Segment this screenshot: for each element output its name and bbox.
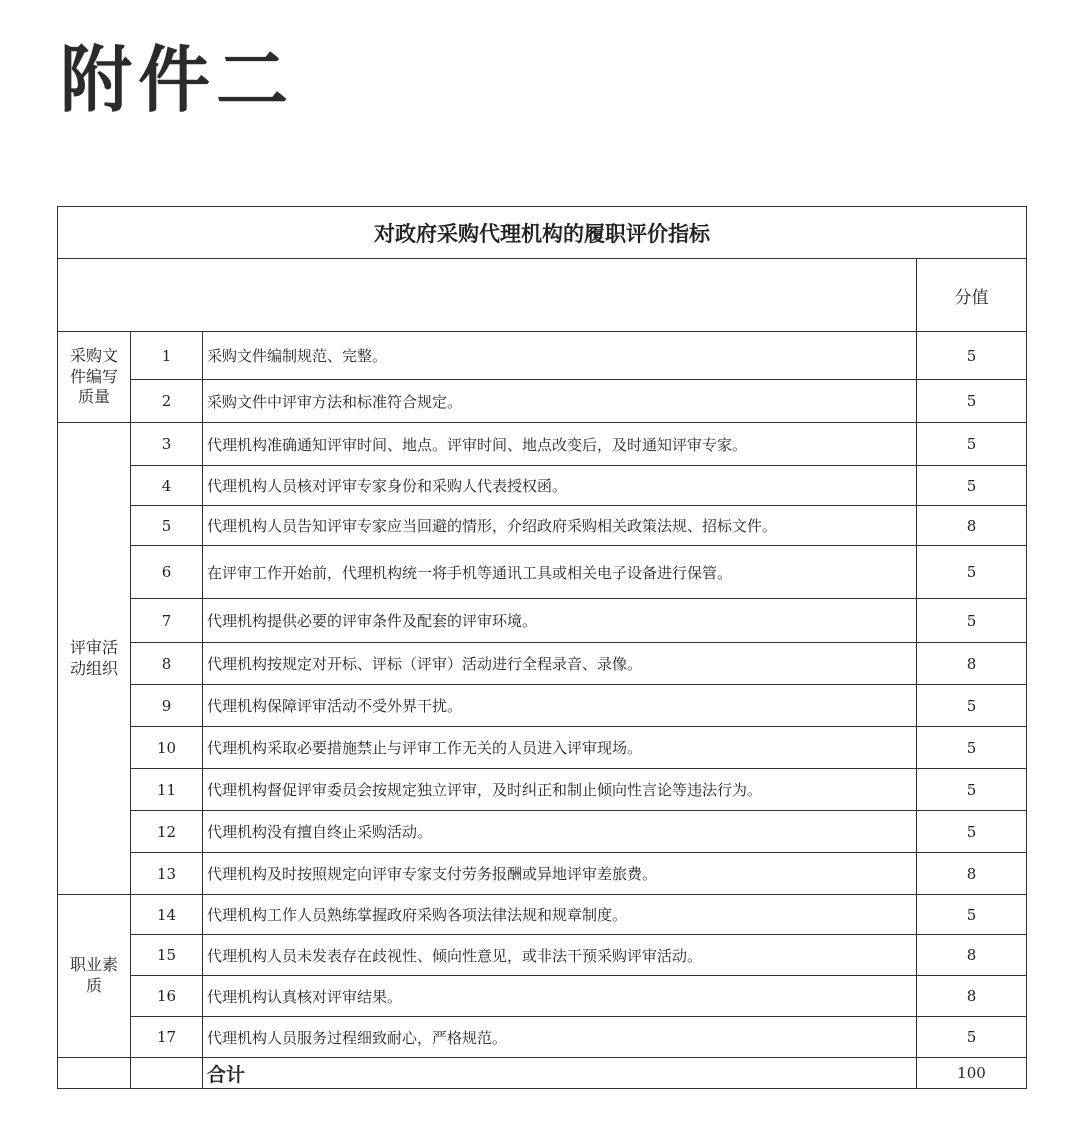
item-text: 采购文件编制规范、完整。 xyxy=(203,332,917,380)
item-score: 5 xyxy=(917,685,1027,727)
total-row xyxy=(58,1058,1027,1089)
table-row xyxy=(58,811,1027,853)
item-text: 代理机构准确通知评审时间、地点。评审时间、地点改变后，及时通知评审专家。 xyxy=(203,423,917,466)
category-cell: 职业素质 xyxy=(58,895,131,1058)
item-score: 5 xyxy=(917,769,1027,811)
item-number: 3 xyxy=(131,423,203,466)
total-blank-number xyxy=(131,1058,203,1089)
item-text: 代理机构人员未发表存在歧视性、倾向性意见，或非法干预采购评审活动。 xyxy=(203,935,917,976)
table-row xyxy=(58,466,1027,506)
item-number: 6 xyxy=(131,546,203,599)
table-row xyxy=(58,895,1027,935)
item-text: 代理机构保障评审活动不受外界干扰。 xyxy=(203,685,917,727)
item-score: 8 xyxy=(917,853,1027,895)
item-text: 代理机构工作人员熟练掌握政府采购各项法律法规和规章制度。 xyxy=(203,895,917,935)
item-number: 5 xyxy=(131,506,203,546)
item-text: 代理机构人员服务过程细致耐心，严格规范。 xyxy=(203,1017,917,1058)
header-blank xyxy=(58,259,917,332)
table-row xyxy=(58,599,1027,643)
item-text: 代理机构及时按照规定向评审专家支付劳务报酬或异地评审差旅费。 xyxy=(203,853,917,895)
evaluation-table xyxy=(57,206,1027,1089)
item-score: 5 xyxy=(917,599,1027,643)
item-number: 1 xyxy=(131,332,203,380)
item-number: 2 xyxy=(131,380,203,423)
item-score: 5 xyxy=(917,727,1027,769)
table-row xyxy=(58,976,1027,1017)
page-heading: 附件二 xyxy=(60,38,295,122)
item-text: 代理机构督促评审委员会按规定独立评审，及时纠正和制止倾向性言论等违法行为。 xyxy=(203,769,917,811)
item-score: 5 xyxy=(917,895,1027,935)
item-score: 8 xyxy=(917,976,1027,1017)
item-score: 5 xyxy=(917,423,1027,466)
table-row xyxy=(58,332,1027,380)
table-row xyxy=(58,853,1027,895)
item-score: 5 xyxy=(917,332,1027,380)
score-header: 分值 xyxy=(917,259,1027,332)
table-row xyxy=(58,935,1027,976)
item-number: 8 xyxy=(131,643,203,685)
item-score: 8 xyxy=(917,935,1027,976)
item-number: 11 xyxy=(131,769,203,811)
item-score: 8 xyxy=(917,643,1027,685)
category-cell: 采购文件编写质量 xyxy=(58,332,131,423)
item-score: 5 xyxy=(917,811,1027,853)
table-row xyxy=(58,380,1027,423)
item-text: 代理机构采取必要措施禁止与评审工作无关的人员进入评审现场。 xyxy=(203,727,917,769)
item-number: 14 xyxy=(131,895,203,935)
item-text: 代理机构认真核对评审结果。 xyxy=(203,976,917,1017)
item-score: 5 xyxy=(917,380,1027,423)
item-number: 15 xyxy=(131,935,203,976)
table-row xyxy=(58,423,1027,466)
category-cell: 评审活动组织 xyxy=(58,423,131,895)
item-text: 代理机构没有擅自终止采购活动。 xyxy=(203,811,917,853)
item-number: 4 xyxy=(131,466,203,506)
item-number: 12 xyxy=(131,811,203,853)
item-text: 代理机构按规定对开标、评标（评审）活动进行全程录音、录像。 xyxy=(203,643,917,685)
table-row xyxy=(58,727,1027,769)
item-score: 5 xyxy=(917,466,1027,506)
item-text: 代理机构人员告知评审专家应当回避的情形，介绍政府采购相关政策法规、招标文件。 xyxy=(203,506,917,546)
item-number: 16 xyxy=(131,976,203,1017)
table-row xyxy=(58,506,1027,546)
item-number: 17 xyxy=(131,1017,203,1058)
item-text: 代理机构提供必要的评审条件及配套的评审环境。 xyxy=(203,599,917,643)
table-row xyxy=(58,769,1027,811)
item-number: 10 xyxy=(131,727,203,769)
item-text: 采购文件中评审方法和标准符合规定。 xyxy=(203,380,917,423)
item-text: 在评审工作开始前，代理机构统一将手机等通讯工具或相关电子设备进行保管。 xyxy=(203,546,917,599)
item-number: 13 xyxy=(131,853,203,895)
table-row xyxy=(58,1017,1027,1058)
item-number: 9 xyxy=(131,685,203,727)
table-row xyxy=(58,546,1027,599)
item-text: 代理机构人员核对评审专家身份和采购人代表授权函。 xyxy=(203,466,917,506)
table-row xyxy=(58,643,1027,685)
table-title: 对政府采购代理机构的履职评价指标 xyxy=(58,207,1027,259)
item-score: 5 xyxy=(917,1017,1027,1058)
item-score: 5 xyxy=(917,546,1027,599)
table-row xyxy=(58,685,1027,727)
item-score: 8 xyxy=(917,506,1027,546)
total-score: 100 xyxy=(917,1058,1027,1089)
item-number: 7 xyxy=(131,599,203,643)
total-blank-category xyxy=(58,1058,131,1089)
total-label: 合计 xyxy=(203,1058,917,1089)
